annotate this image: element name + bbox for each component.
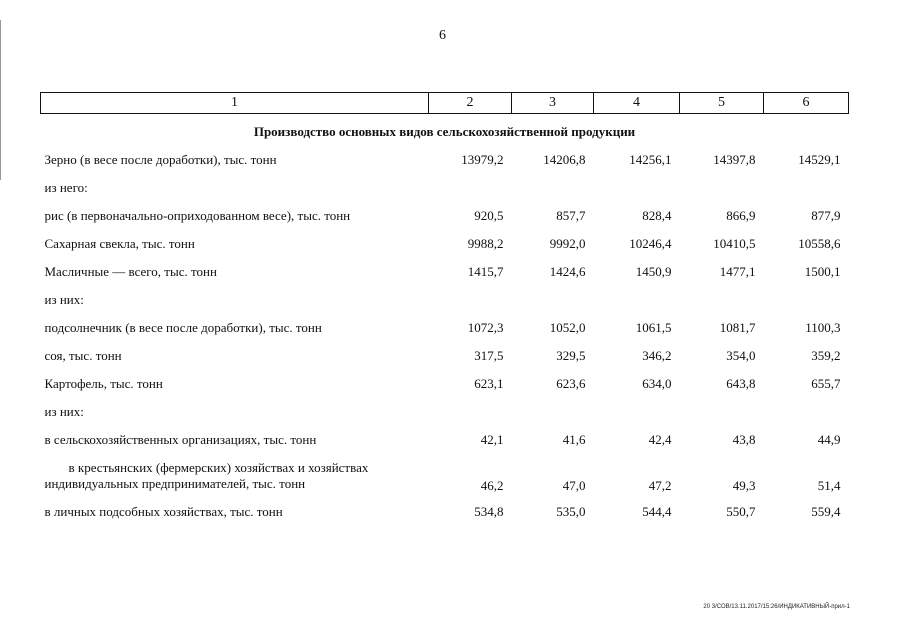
row-value-col-3: 857,7 [556, 208, 586, 223]
row-value-col-5: 866,9 [726, 208, 756, 223]
row-value-col-3: 329,5 [556, 348, 586, 363]
row-value-col-5: 354,0 [726, 348, 756, 363]
row-value-col-6: 877,9 [811, 208, 841, 223]
row-label: в сельскохозяйственных организациях, тыс. тонн [44, 432, 317, 447]
row-value-col-5: 550,7 [726, 504, 756, 519]
row-label [41, 454, 429, 498]
row-value-col-5 [680, 398, 764, 426]
row-value-col-4: 346,2 [642, 348, 672, 363]
row-value-col-5 [680, 286, 764, 314]
row-value-col-6: 655,7 [811, 376, 841, 391]
table-row [41, 454, 849, 498]
row-label-line-1: в крестьянских (фермерских) хозяйствах и хозяйствах [68, 460, 369, 475]
row-value-col-4: 1450,9 [635, 264, 672, 279]
row-value-col-3: 41,6 [562, 432, 586, 447]
row-value-col-2: 1072,3 [467, 320, 504, 335]
row-value-col-5: 14397,8 [713, 152, 756, 167]
table-row [41, 174, 849, 202]
row-value-col-6 [764, 398, 849, 426]
row-value-col-2: 46,2 [480, 478, 504, 493]
row-value-col-5: 1477,1 [719, 264, 756, 279]
row-value-col-2: 920,5 [474, 208, 504, 223]
column-header-2: 2 [429, 93, 512, 114]
row-value-col-2 [429, 286, 512, 314]
row-value-col-6: 44,9 [817, 432, 841, 447]
row-value-col-2: 623,1 [474, 376, 504, 391]
row-value-col-3: 47,0 [562, 478, 586, 493]
row-value-col-3: 535,0 [556, 504, 586, 519]
table-row [41, 498, 849, 526]
table-row [41, 314, 849, 342]
column-header-3: 3 [512, 93, 594, 114]
row-value-col-3 [512, 174, 594, 202]
row-value-col-6: 14529,1 [798, 152, 841, 167]
row-value-col-5 [680, 174, 764, 202]
row-value-col-4: 1061,5 [635, 320, 672, 335]
row-value-col-2: 9988,2 [467, 236, 504, 251]
row-value-col-3: 9992,0 [549, 236, 586, 251]
table-row [41, 230, 849, 258]
row-value-col-2: 317,5 [474, 348, 504, 363]
row-label: в личных подсобных хозяйствах, тыс. тонн [44, 504, 283, 519]
row-label: из них: [44, 404, 84, 419]
section-title: Производство основных видов сельскохозяйственной продукции [253, 124, 636, 139]
row-value-col-4: 10246,4 [629, 236, 672, 251]
row-value-col-5: 10410,5 [713, 236, 756, 251]
column-header-4: 4 [594, 93, 680, 114]
table-row [41, 286, 849, 314]
row-label: Картофель, тыс. тонн [44, 376, 163, 391]
row-value-col-5: 43,8 [732, 432, 756, 447]
row-label: соя, тыс. тонн [44, 348, 122, 363]
row-value-col-4: 42,4 [648, 432, 672, 447]
row-value-col-4: 544,4 [642, 504, 672, 519]
row-label: Зерно (в весе после доработки), тыс. тонн [44, 152, 277, 167]
row-value-col-6 [764, 286, 849, 314]
row-value-col-2: 1415,7 [467, 264, 504, 279]
row-value-col-6: 359,2 [811, 348, 841, 363]
row-value-col-4: 14256,1 [629, 152, 672, 167]
row-value-col-4: 828,4 [642, 208, 672, 223]
row-value-col-2: 42,1 [480, 432, 504, 447]
table-row [41, 426, 849, 454]
table-row [41, 258, 849, 286]
row-value-col-3: 1052,0 [549, 320, 586, 335]
table-row [41, 370, 849, 398]
row-value-col-4 [594, 398, 680, 426]
row-value-col-6: 1500,1 [804, 264, 841, 279]
row-value-col-3 [512, 286, 594, 314]
row-value-col-6: 51,4 [817, 478, 841, 493]
row-value-col-6: 10558,6 [798, 236, 841, 251]
table-row [41, 146, 849, 174]
section-title-row [41, 114, 849, 147]
table-row [41, 398, 849, 426]
column-header-5: 5 [680, 93, 764, 114]
row-value-col-3: 1424,6 [549, 264, 586, 279]
row-label: Масличные — всего, тыс. тонн [44, 264, 217, 279]
row-label: рис (в первоначально-оприходованном весе), тыс. тонн [44, 208, 351, 223]
row-label: подсолнечник (в весе после доработки), тыс. тонн [44, 320, 322, 335]
scan-edge-line [0, 20, 1, 180]
document-footer-code: 20 3/СОВ/13.11.2017/15:26/ИНДИКАТИВНЫЙ-прил-1 [703, 604, 850, 610]
row-label: из них: [44, 292, 84, 307]
row-value-col-6: 559,4 [811, 504, 841, 519]
row-value-col-5: 643,8 [726, 376, 756, 391]
row-value-col-2: 534,8 [474, 504, 504, 519]
header-row [41, 93, 849, 114]
row-value-col-4 [594, 286, 680, 314]
row-value-col-5: 1081,7 [719, 320, 756, 335]
row-value-col-4: 47,2 [648, 478, 672, 493]
column-header-6: 6 [764, 93, 849, 114]
row-value-col-3 [512, 398, 594, 426]
row-value-col-3: 14206,8 [543, 152, 586, 167]
column-header-1: 1 [41, 93, 429, 114]
row-value-col-3: 623,6 [556, 376, 586, 391]
table-row [41, 202, 849, 230]
row-value-col-4: 634,0 [642, 376, 672, 391]
row-value-col-5: 49,3 [732, 478, 756, 493]
row-value-col-2 [429, 398, 512, 426]
row-value-col-4 [594, 174, 680, 202]
production-table [40, 92, 849, 526]
row-label: из него: [44, 180, 88, 195]
table-row [41, 342, 849, 370]
row-value-col-2: 13979,2 [461, 152, 504, 167]
row-value-col-6: 1100,3 [805, 320, 841, 335]
row-value-col-2 [429, 174, 512, 202]
row-label-line-2: индивидуальных предпринимателей, тыс. тонн [44, 476, 306, 491]
row-label: Сахарная свекла, тыс. тонн [44, 236, 195, 251]
page-number: 6 [439, 28, 446, 43]
row-value-col-6 [764, 174, 849, 202]
